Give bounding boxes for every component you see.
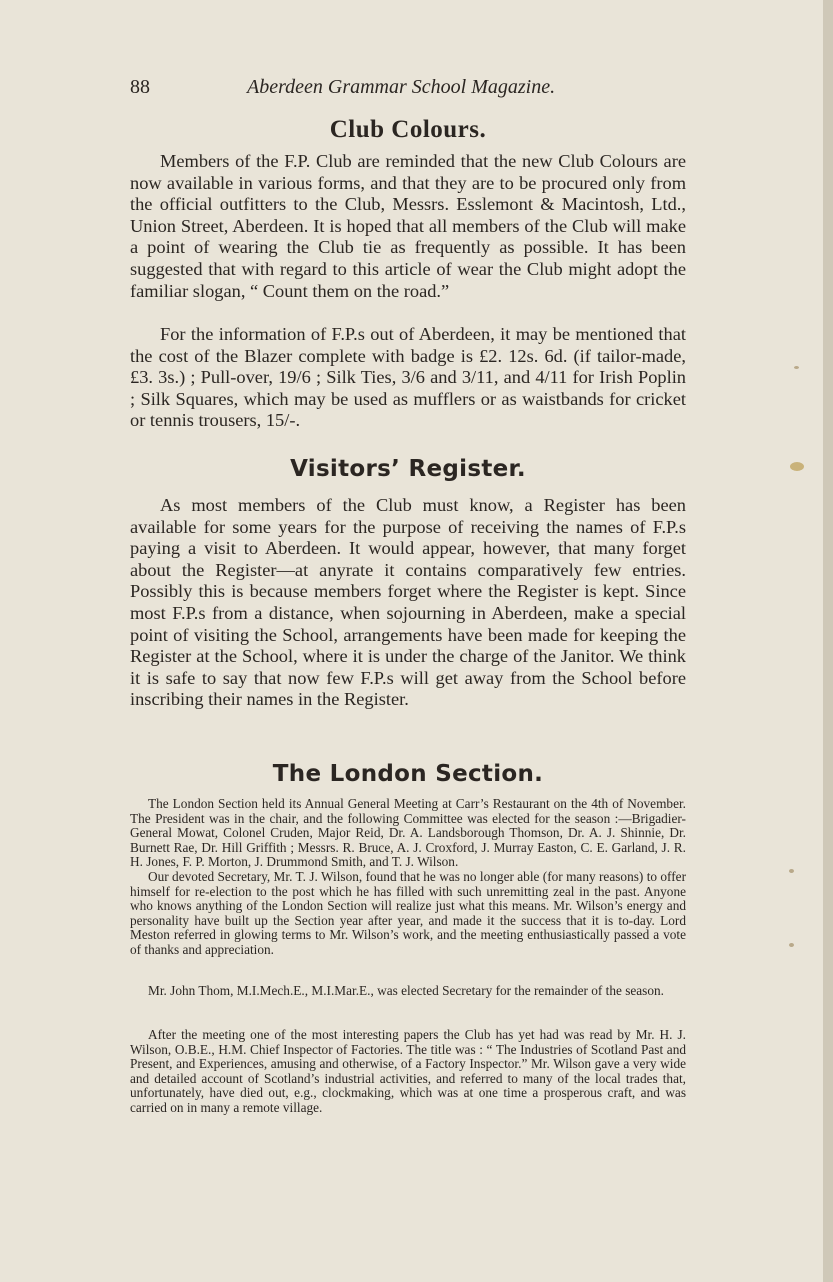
scan-speck <box>794 366 799 369</box>
visitors-register-paragraph: As most members of the Club must know, a Register has been available for some years for the purpose of receiving the names of F.P.s paying a visit to Aberdeen. It would appear, however, that many forget about the Register—at anyrate it contains comparatively few entries. Possibly this is because members forget where the Register is kept. Since most F.P.s from a distance, when sojourning in Aberdeen, make a special point of visiting the School, arrangements have been made for keeping the Register at the School, where it is under the charge of the Janitor. We think it is safe to say that now few F.P.s will get away from the School before inscribing their names in the Register. <box>130 495 686 710</box>
heading-club-colours: Club Colours. <box>329 116 487 143</box>
running-head <box>130 74 690 100</box>
club-colours-paragraph-2: For the information of F.P.s out of Aberdeen, it may be mentioned that the cost of the Blazer complete with badge is £2. 12s. 6d. (if tailor-made, £3. 3s.) ; Pull-over, 19/6 ; Silk Ties, 3/6 and 3/11, and 4/11 for Irish Poplin ; Silk Squares, which may be used as mufflers or as waistbands for cricket or tennis trousers, 15/-. <box>130 324 686 431</box>
scan-speck <box>789 943 794 947</box>
london-section-paragraph-1: The London Section held its Annual General Meeting at Carr’s Restaurant on the 4th of November. The President was in the chair, and the following Committee was elected for the season :—Brigadier-General Mowat, Colonel Cruden, Major Reid, Dr. A. Landsborough Thomson, Dr. A. J. Shinnie, Dr. Burnett Rae, Dr. Hill Griffith ; Messrs. R. Bruce, A. J. Croxford, J. Murray Easton, C. E. Garland, J. R. H. Jones, F. P. Morton, J. Drummond Smith, and T. J. Wilson. <box>130 796 686 870</box>
heading-visitors-register: Visitors’ Register. <box>290 456 526 482</box>
page-number: 88 <box>130 76 150 98</box>
scan-speck <box>790 462 804 471</box>
london-section-paragraph-4: After the meeting one of the most interesting papers the Club has yet had was read by Mr. H. J. Wilson, O.B.E., H.M. Chief Inspector of Factories. The title was : “ The Industries of Scotland Past and Present, and Experiences, amusing and otherwise, of a Factory Inspector.” Mr. Wilson gave a very wide and detailed account of Scotland’s industrial activities, and referred to many of the local trades that, unfortunately, have died out, e.g., clockmaking, which was at one time a prosperous craft, and was carried on in many a remote village. <box>130 1027 686 1115</box>
london-section-paragraph-3: Mr. John Thom, M.I.Mech.E., M.I.Mar.E., was elected Secretary for the remainder of the season. <box>148 983 664 998</box>
scan-edge <box>823 0 833 1282</box>
club-colours-paragraph-1: Members of the F.P. Club are reminded that the new Club Colours are now available in various forms, and that they are to be procured only from the official outfitters to the Club, Messrs. Esslemont & Macintosh, Ltd., Union Street, Aberdeen. It is hoped that all members of the Club will make a point of wearing the Club tie as frequently as possible. It has been suggested that with regard to this article of wear the Club might adopt the familiar slogan, “ Count them on the road.” <box>130 151 686 301</box>
london-section-paragraph-2: Our devoted Secretary, Mr. T. J. Wilson, found that he was no longer able (for many reasons) to offer himself for re-election to the post which he has filled with such unremitting zeal in the past. Anyone who knows anything of the London Section will realize just what this means. Mr. Wilson’s energy and personality have built up the Section year after year, and made it the success that it is to-day. Lord Meston referred in glowing terms to Mr. Wilson’s work, and the meeting enthusiastically passed a vote of thanks and appreciation. <box>130 869 686 957</box>
heading-london-section: The London Section. <box>272 761 544 787</box>
scan-speck <box>789 869 794 873</box>
journal-title: Aberdeen Grammar School Magazine. <box>247 76 556 98</box>
